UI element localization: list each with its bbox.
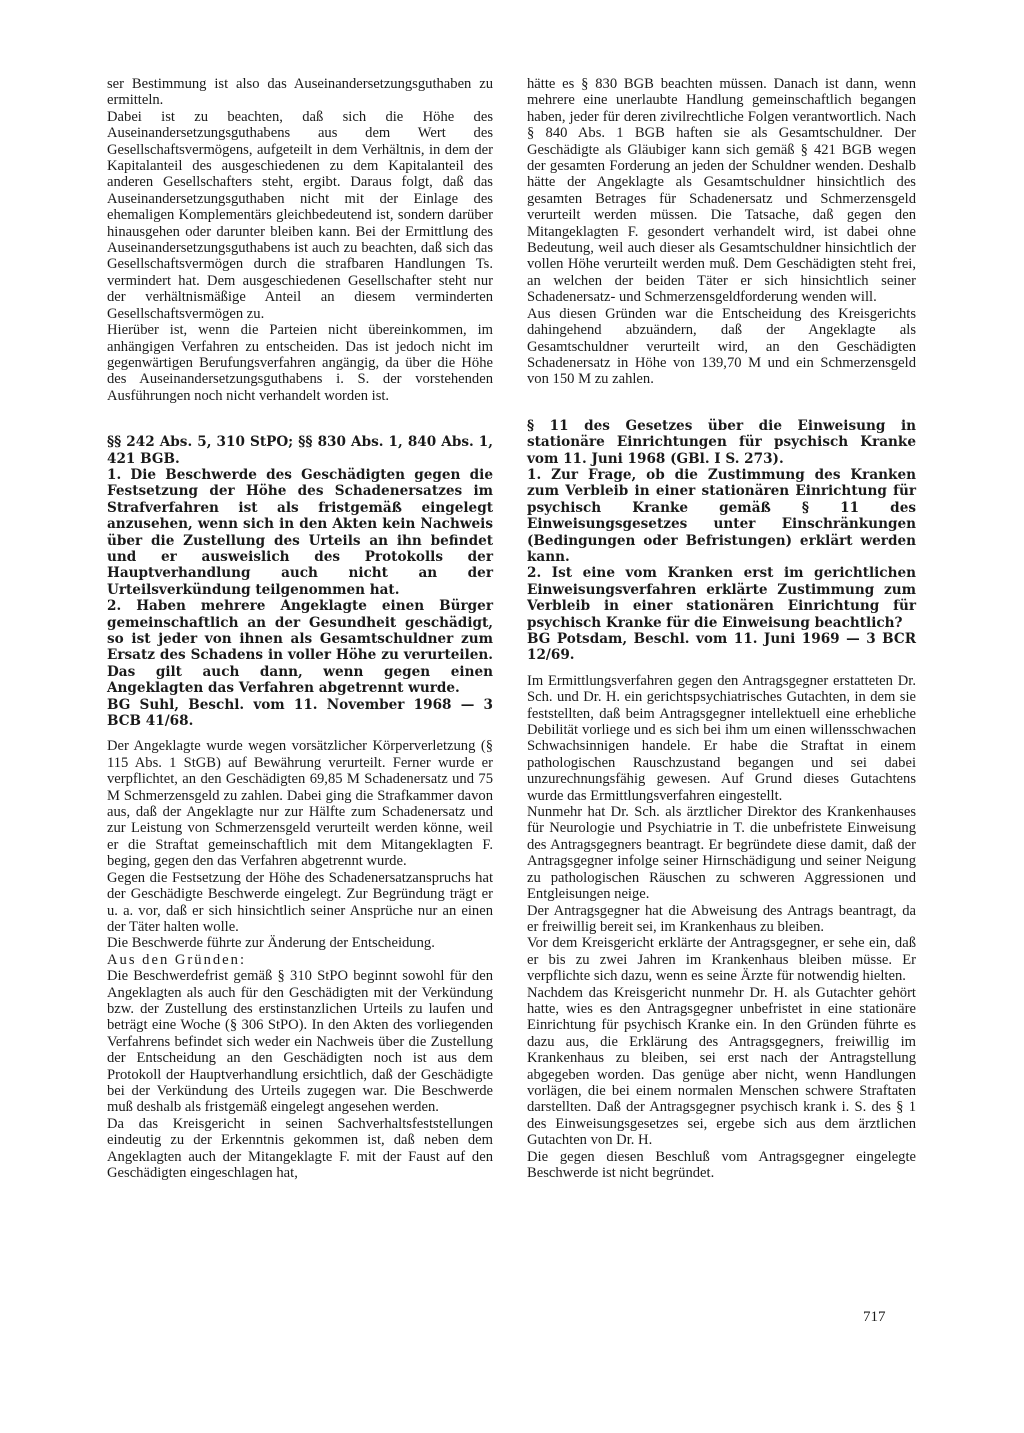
paragraph: Im Ermittlungsverfahren gegen den Antragsgegner erstatteten Dr. Sch. und Dr. H. ein gerichtspsychiatrisches Gutachten, in dem sie feststellten, daß beim Antragsgegner intellektuell eine erhebliche Debilität vorliege und es sich bei ihm um einen willensschwachen Schwachsinnigen handele. Er habe die Straftat in einem pathologischen Rauschzustand begangen und sei dabei unzurechnungsfähig gewesen. Auf Grund dieses Gutachtens wurde das Ermittlungsverfahren eingestellt. xyxy=(527,672,916,804)
paragraph: Nachdem das Kreisgericht nunmehr Dr. H. als Gutachter gehört hatte, wies es den Antragsgegner unbefristet in eine stationäre Einrichtung für psychisch Kranke ein. In den Gründen führte es dazu aus, die Erklärung des Antragsgegners, freiwillig im Krankenhaus zu bleiben, sei erst nach der Antragstellung abgegeben worden. Das genüge aber nicht, wenn Handlungen vorlägen, die bei einem normalen Menschen schwere Straftaten darstellten. Daß der Antragsgegner psychisch krank i. S. des § 1 des Einweisungsgesetzes sei, ergebe sich aus dem ärztlichen Gutachten von Dr. H. xyxy=(527,984,916,1149)
paragraph: Dabei ist zu beachten, daß sich die Höhe des Auseinandersetzungsguthabens aus dem Wert des Gesellschaftsvermögens, aufgeteilt in dem Verhältnis, in dem der Kapitalanteil des ausgeschiedenen zu dem Kapitalanteil des anderen Gesellschafters steht, ergibt. Daraus folgt, daß das Auseinandersetzungsguthaben nicht mit der Einlage des ehemaligen Komplementärs gleichbedeutend ist, sondern darüber hinausgehen oder darunter bleiben kann. Bei der Ermittlung des Auseinandersetzungsguthabens ist auch zu beachten, daß sich das Gesellschaftsvermögen durch die strafbaren Handlungen Ts. vermindert hat. Dem ausgeschiedenen Gesellschafter steht nur der verhältnismäßige Anteil an diesem verminderten Gesellschaftsvermögen zu. xyxy=(107,108,493,322)
right-column xyxy=(527,76,916,1181)
case-citation: §§ 242 Abs. 5, 310 StPO; §§ 830 Abs. 1, 840 Abs. 1, 421 BGB. xyxy=(107,434,493,467)
paragraph: Vor dem Kreisgericht erklärte der Antragsgegner, er sehe ein, daß er bis zu zwei Jahren im Krankenhaus bleiben müsse. Er verpflichte sich dazu, wenn es seine Ärzte für notwendig hielten. xyxy=(527,935,916,985)
headnote: 1. Zur Frage, ob die Zustimmung des Kranken zum Verbleib in einer stationären Einrichtung für psychisch Kranke gemäß § 11 des Einweisungsgesetzes unter Einschränkungen (Bedingungen oder Befristungen) erklärt werden kann. xyxy=(527,466,916,565)
paragraph: Die Beschwerde führte zur Änderung der Entscheidung. xyxy=(107,935,435,952)
paragraph: Hierüber ist, wenn die Parteien nicht übereinkommen, im anhängigen Verfahren zu entscheiden. Das ist jedoch nicht im gegenwärtigen Berufungsverfahren angängig, da über die Höhe des Auseinandersetzungsguthabens i. S. der vorstehenden Ausführungen noch nicht verhandelt worden ist. xyxy=(107,322,493,404)
case-citation: § 11 des Gesetzes über die Einweisung in stationäre Einrichtungen für psychisch Kranke vom 11. Juni 1968 (GBl. I S. 273). xyxy=(527,417,916,467)
left-column xyxy=(107,76,493,1181)
paragraph: Die Beschwerdefrist gemäß § 310 StPO beginnt sowohl für den Angeklagten als auch für den Geschädigten mit der Verkündung bzw. der Zustellung des erstinstanzlichen Urteils zu laufen und beträgt eine Woche (§ 306 StPO). In den Akten des vorliegenden Verfahrens befindet sich weder ein Nachweis über die Zustellung der Entscheidung an den Geschädigten noch ist aus dem Protokoll der Hauptverhandlung ersichtlich, daß der Geschädigte bei der Verkündung des Urteils zugegen war. Die Beschwerde muß deshalb als fristgemäß eingelegt angesehen werden. xyxy=(107,968,493,1116)
paragraph: Der Angeklagte wurde wegen vorsätzlicher Körperverletzung (§ 115 Abs. 1 StGB) auf Bewährung verurteilt. Ferner wurde er verpflichtet, an den Geschädigten 69,85 M Schadenersatz und 75 M Schmerzensgeld zu zahlen. Dabei ging die Strafkammer davon aus, daß der Angeklagte nur zur Hälfte zum Schadenersatz und zur Leistung von Schmerzensgeld verurteilt werden könne, weil er die Straftat gemeinschaftlich mit dem Mitangeklagten F. beging, gegen den das Verfahren abgetrennt wurde. xyxy=(107,738,493,870)
headnote: 2. Haben mehrere Angeklagte einen Bürger gemeinschaftlich an der Gesundheit geschädigt, so ist jeder von ihnen als Gesamtschuldner zum Ersatz des Schadens in voller Höhe zu verurteilen. Das gilt auch dann, wenn gegen einen Angeklagten das Verfahren abgetrennt wurde. xyxy=(107,598,493,697)
court-reference: BG Potsdam, Beschl. vom 11. Juni 1969 — 3 BCR 12/69. xyxy=(527,631,916,664)
court-reference: BG Suhl, Beschl. vom 11. November 1968 — 3 BCB 41/68. xyxy=(107,696,493,730)
paragraph: Der Antragsgegner hat die Abweisung des Antrags beantragt, da er freiwillig bereit sei, im Krankenhaus zu bleiben. xyxy=(527,902,916,935)
headnote: 1. Die Beschwerde des Geschädigten gegen die Festsetzung der Höhe des Schadenersatzes im Strafverfahren ist als fristgemäß eingelegt anzusehen, wenn sich in den Akten kein Nachweis über die Zustellung des Urteils an ihn befindet und er ausweislich des Protokolls der Hauptverhandlung auch nicht an der Urteilsverkündung teilgenommen hat. xyxy=(107,466,493,598)
reasons-label: Aus den Gründen: xyxy=(107,951,247,968)
paragraph: ser Bestimmung ist also das Auseinandersetzungsguthaben zu ermitteln. xyxy=(107,76,493,109)
paragraph: Gegen die Festsetzung der Höhe des Schadenersatzanspruchs hat der Geschädigte Beschwerde eingelegt. Zur Begründung trägt er u. a. vor, daß er sich hinsichtlich seiner Ansprüche nur an einen der Täter halten wolle. xyxy=(107,869,493,935)
paragraph: Aus diesen Gründen war die Entscheidung des Kreisgerichts dahingehend abzuändern, daß der Angeklagte als Gesamtschuldner verurteilt wird, an den Geschädigten Schadenersatz in Höhe von 139,70 M und ein Schmerzensgeld von 150 M zu zahlen. xyxy=(527,305,916,388)
paragraph: Da das Kreisgericht in seinen Sachverhaltsfeststellungen eindeutig zu der Erkenntnis gekommen ist, daß neben dem Angeklagten auch der Mitangeklagte F. mit der Faust auf den Geschädigten eingeschlagen hat, xyxy=(107,1115,493,1181)
paragraph: Die gegen diesen Beschluß vom Antragsgegner eingelegte Beschwerde ist nicht begründet. xyxy=(527,1148,916,1181)
page-number: 717 xyxy=(863,1309,886,1325)
paragraph: hätte es § 830 BGB beachten müssen. Danach ist dann, wenn mehrere eine unerlaubte Handlung gemeinschaftlich begangen haben, jeder für deren zivilrechtliche Folgen verantwortlich. Nach § 840 Abs. 1 BGB haften sie als Gesamtschuldner. Der Geschädigte als Gläubiger kann sich gemäß § 421 BGB wegen der gesamten Forderung an jeden der Schuldner wenden. Deshalb hätte der Angeklagte als Gesamtschuldner hinsichtlich des gesamten Betrages für Schadenersatz und Schmerzensgeld verurteilt werden müssen. Die Tatsache, daß gegen den Mitangeklagten F. gesondert verhandelt wird, ist dabei ohne Bedeutung, weil auch dieser als Gesamtschuldner hinsichtlich der vollen Höhe verurteilt werden muß. Dem Geschädigten steht frei, an welchen der beiden Täter er sich hinsichtlich seiner Schadenersatz- und Schmerzensgeldforderung wenden will. xyxy=(527,76,916,306)
headnote: 2. Ist eine vom Kranken erst im gerichtlichen Einweisungsverfahren erklärte Zustimmung zum Verbleib in einer stationären Einrichtung für psychisch Kranke für die Einweisung beachtlich? xyxy=(527,565,916,631)
paragraph: Nunmehr hat Dr. Sch. als ärztlicher Direktor des Krankenhauses für Neurologie und Psychiatrie in T. die unbefristete Einweisung des Antragsgegners beantragt. Er begründete diese damit, daß der Antragsgegner infolge seiner Hirnschädigung und seiner Neigung zu pathologischen Räuschen zu schweren Aggressionen und Entgleisungen neige. xyxy=(527,804,916,903)
